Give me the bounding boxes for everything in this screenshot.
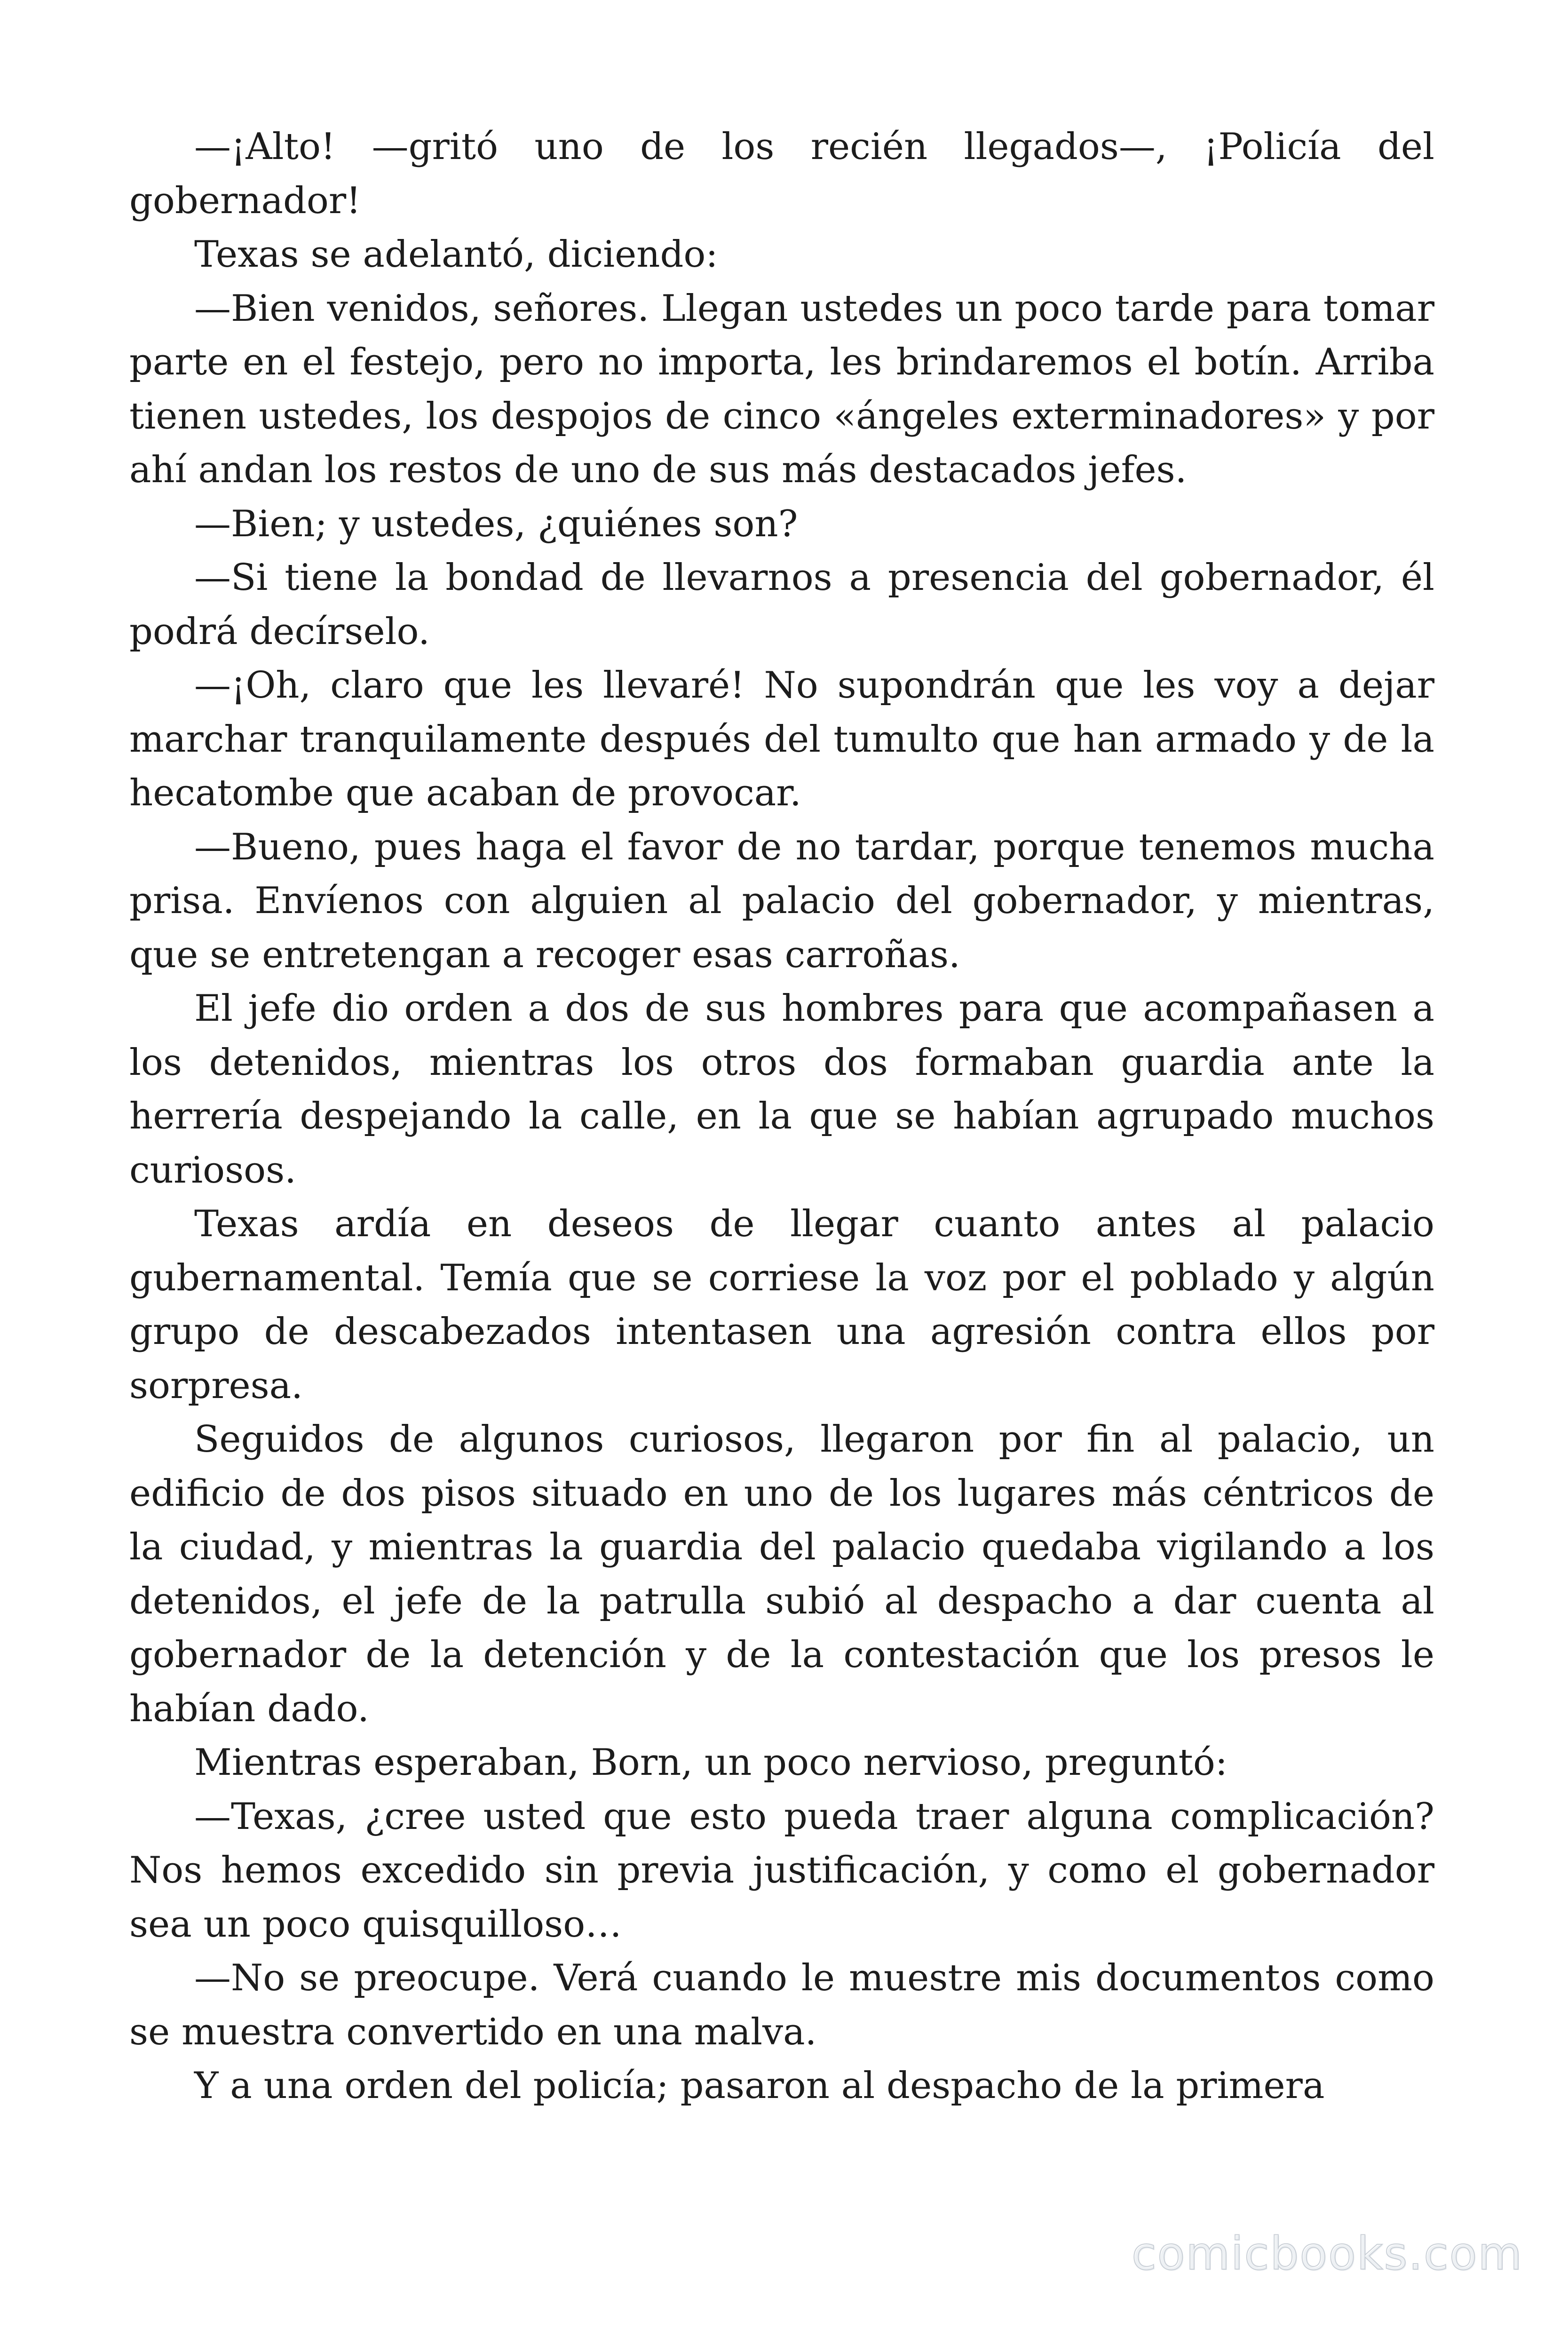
- paragraph: —Bien venidos, señores. Llegan ustedes un poco tarde para tomar parte en el festejo, pero no importa, les brindaremos el botín. Arriba tienen ustedes, los despojos de cinco «ángeles exterminadores» y por ahí andan los restos de uno de sus más destacados jefes.: [129, 287, 1434, 491]
- paragraph: Mientras esperaban, Born, un poco nervioso, preguntó:: [194, 1741, 1228, 1784]
- paragraph: Seguidos de algunos curiosos, llegaron por fin al palacio, un edificio de dos pisos situado en uno de los lugares más céntricos de la ciudad, y mientras la guardia del palacio quedaba vigilando a los detenidos, el jefe de la patrulla subió al despacho a dar cuenta al gobernador de la detención y de la contestación que los presos le habían dado.: [129, 1418, 1434, 1730]
- paragraph: —¡Oh, claro que les llevaré! No supondrán que les voy a dejar marchar tranquilamente después del tumulto que han armado y de la hecatombe que acaban de provocar.: [129, 664, 1434, 814]
- paragraph: —¡Alto! —gritó uno de los recién llegados—, ¡Policía del gobernador!: [129, 126, 1434, 222]
- watermark: comicbooks.com: [1131, 2227, 1523, 2280]
- paragraph: —Bueno, pues haga el favor de no tardar, porque tenemos mucha prisa. Envíenos con alguien al palacio del gobernador, y mientras, que se entretengan a recoger esas carroñas.: [129, 826, 1434, 976]
- paragraph: —No se preocupe. Verá cuando le muestre mis documentos como se muestra convertido en una malva.: [129, 1957, 1434, 2053]
- paragraph: —Texas, ¿cree usted que esto pueda traer alguna complicación? Nos hemos excedido sin previa justificación, y como el gobernador sea un poco quisquilloso…: [129, 1795, 1434, 1946]
- paragraph: Texas se adelantó, diciendo:: [194, 233, 718, 276]
- paragraph: —Si tiene la bondad de llevarnos a presencia del gobernador, él podrá decírselo.: [129, 556, 1434, 653]
- paragraph: —Bien; y ustedes, ¿quiénes son?: [194, 502, 798, 545]
- paragraph: Texas ardía en deseos de llegar cuanto antes al palacio gubernamental. Temía que se corriese la voz por el poblado y algún grupo de descabezados intentasen una agresión contra ellos por sorpresa.: [129, 1203, 1434, 1407]
- page-body-text: [129, 120, 1434, 2113]
- paragraph: Y a una orden del policía; pasaron al despacho de la primera: [194, 2065, 1325, 2107]
- paragraph: El jefe dio orden a dos de sus hombres para que acompañasen a los detenidos, mientras los otros dos formaban guardia ante la herrería despejando la calle, en la que se habían agrupado muchos curiosos.: [129, 987, 1434, 1192]
